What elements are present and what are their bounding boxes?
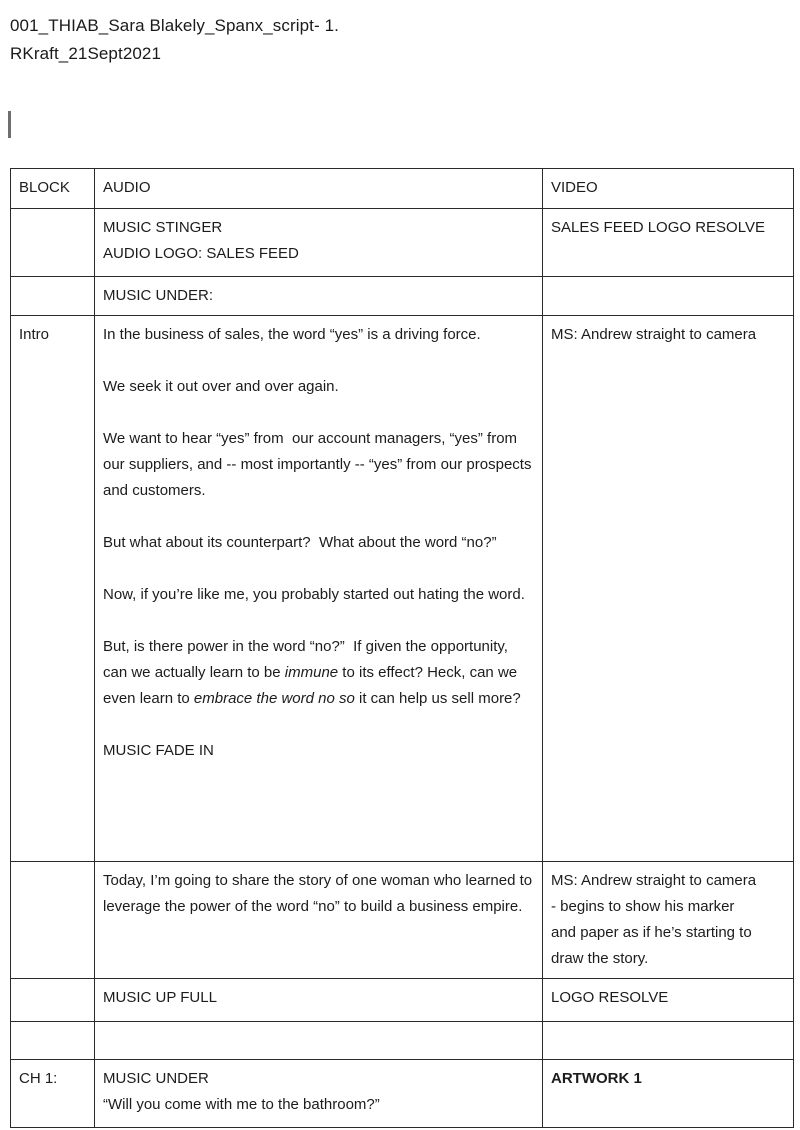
- table-row: [11, 277, 794, 316]
- block-cell[interactable]: [11, 979, 95, 1022]
- paragraph: [103, 634, 534, 712]
- paragraph: [551, 868, 785, 972]
- paragraph: [103, 868, 537, 920]
- text-run: But, is there power in the word “no?” If given the opportunity, can we actually learn to be: [103, 638, 513, 681]
- paragraph: [103, 530, 534, 556]
- text-run: to its effect? Heck, can we even learn to: [103, 664, 522, 707]
- paragraph: [103, 283, 534, 309]
- text-line: [103, 985, 534, 1011]
- document-title: [10, 12, 339, 68]
- text-run: embrace the word no so: [193, 690, 355, 707]
- header-cell-audio[interactable]: AUDIO: [95, 169, 543, 209]
- header-cell-block[interactable]: BLOCK: [11, 169, 95, 209]
- text-run: MUSIC STINGER: [103, 219, 223, 236]
- text-run: Now, if you’re like me, you probably started out hating the word.: [103, 586, 525, 603]
- text-line: [551, 946, 785, 972]
- paragraph: [103, 985, 534, 1011]
- text-run: LOGO RESOLVE: [551, 989, 669, 1006]
- text-run: MUSIC UNDER: [103, 1070, 209, 1087]
- video-cell[interactable]: [543, 979, 794, 1022]
- text-run: Today, I’m going to share the story of one woman who learned to leverage the power of the word “no” to build a business empire.: [103, 872, 537, 915]
- video-cell[interactable]: [543, 277, 794, 316]
- text-line: [103, 283, 534, 309]
- text-line: [103, 868, 537, 920]
- text-line: [103, 738, 534, 764]
- table-row: [11, 316, 794, 862]
- paragraph: [103, 738, 534, 764]
- header-cell-video[interactable]: VIDEO: [543, 169, 794, 209]
- text-run: MS: Andrew straight to camera: [551, 326, 757, 343]
- video-cell[interactable]: [543, 1022, 794, 1060]
- text-line: [103, 1092, 534, 1118]
- text-line: [551, 215, 785, 241]
- audio-cell[interactable]: [95, 277, 543, 316]
- video-cell[interactable]: [543, 209, 794, 277]
- text-line: [103, 634, 534, 712]
- text-run: MUSIC UP FULL: [103, 989, 217, 1006]
- text-line: [103, 530, 534, 556]
- block-cell[interactable]: [11, 862, 95, 979]
- text-run: We want to hear “yes” from our account managers, “yes” from our suppliers, and -- most importantly -- “yes” from our prospects and customers.: [103, 430, 536, 499]
- document-title-line1: 001_THIAB_Sara Blakely_Spanx_script- 1.: [10, 16, 339, 35]
- audio-cell[interactable]: [95, 209, 543, 277]
- block-cell[interactable]: [11, 1060, 95, 1128]
- paragraph: [551, 985, 785, 1011]
- text-line: [103, 241, 534, 267]
- paragraph: [103, 374, 534, 400]
- text-line: [103, 582, 534, 608]
- text-line: [551, 322, 785, 348]
- block-cell[interactable]: [11, 277, 95, 316]
- text-run: - begins to show his marker: [551, 898, 735, 915]
- paragraph: [551, 322, 785, 348]
- text-line: [551, 1066, 785, 1092]
- text-line: [103, 426, 534, 504]
- text-line: [103, 215, 534, 241]
- text-run: SALES FEED LOGO RESOLVE: [551, 219, 765, 236]
- paragraph: [103, 426, 534, 504]
- paragraph: [551, 215, 785, 241]
- table-row: [11, 1022, 794, 1060]
- audio-cell[interactable]: [95, 1060, 543, 1128]
- table-row: [11, 979, 794, 1022]
- paragraph: [551, 1066, 785, 1092]
- text-line: [103, 322, 534, 348]
- text-run: CH 1:: [19, 1070, 58, 1087]
- text-line: [551, 868, 785, 894]
- table-header-row: [11, 169, 794, 209]
- text-run: and paper as if he’s starting to: [551, 924, 752, 941]
- paragraph: [103, 322, 534, 348]
- text-run: draw the story.: [551, 950, 649, 967]
- text-run: ARTWORK 1: [551, 1070, 642, 1087]
- text-run: Intro: [19, 326, 50, 343]
- text-line: [551, 920, 785, 946]
- table-row: [11, 1060, 794, 1128]
- paragraph: [19, 1066, 86, 1092]
- text-line: [19, 322, 86, 348]
- text-run: it can help us sell more?: [354, 690, 521, 707]
- text-line: [19, 1066, 86, 1092]
- text-run: MUSIC FADE IN: [103, 742, 214, 759]
- paragraph: [103, 1066, 534, 1118]
- document-title-line2: RKraft_21Sept2021: [10, 44, 162, 63]
- table-row: [11, 209, 794, 277]
- text-line: [103, 374, 534, 400]
- paragraph: [103, 215, 534, 267]
- audio-cell[interactable]: [95, 316, 543, 862]
- video-cell[interactable]: [543, 1060, 794, 1128]
- text-run: “Will you come with me to the bathroom?”: [103, 1096, 380, 1113]
- text-line: [551, 985, 785, 1011]
- block-cell[interactable]: [11, 1022, 95, 1060]
- audio-cell[interactable]: [95, 862, 543, 979]
- script-table: [10, 168, 794, 1128]
- paragraph: [103, 582, 534, 608]
- audio-cell[interactable]: [95, 1022, 543, 1060]
- text-cursor: [8, 111, 11, 138]
- audio-cell[interactable]: [95, 979, 543, 1022]
- text-run: MUSIC UNDER:: [103, 287, 214, 304]
- block-cell[interactable]: [11, 209, 95, 277]
- text-run: In the business of sales, the word “yes” is a driving force.: [103, 326, 481, 343]
- text-run: But what about its counterpart? What about the word “no?”: [103, 534, 497, 551]
- video-cell[interactable]: [543, 862, 794, 979]
- text-line: [551, 894, 785, 920]
- text-run: AUDIO LOGO: SALES FEED: [103, 245, 299, 262]
- table-row: [11, 862, 794, 979]
- block-cell[interactable]: [11, 316, 95, 862]
- text-run: MS: Andrew straight to camera: [551, 872, 757, 889]
- text-run: immune: [284, 664, 339, 681]
- text-line: [103, 1066, 534, 1092]
- text-run: We seek it out over and over again.: [103, 378, 339, 395]
- paragraph: [19, 322, 86, 348]
- video-cell[interactable]: [543, 316, 794, 862]
